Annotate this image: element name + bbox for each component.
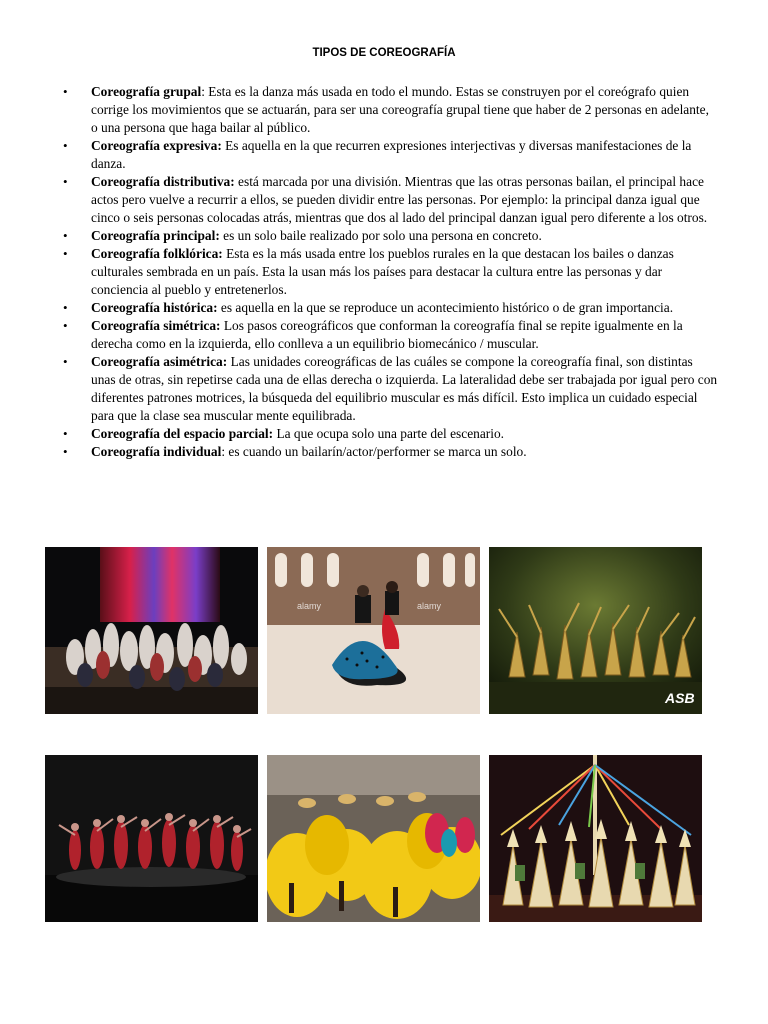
item-term: Coreografía histórica: — [91, 300, 218, 315]
bullet-icon: • — [63, 426, 68, 441]
choreography-types-list — [62, 83, 718, 461]
photo-flamenco-plaza — [267, 547, 480, 714]
item-term: Coreografía asimétrica: — [91, 354, 228, 369]
photo-maypole-ribbon-dance — [489, 755, 702, 922]
item-description: es aquella en la que se reproduce un acontecimiento histórico o de gran importancia. — [217, 300, 674, 315]
bullet-icon: • — [63, 300, 68, 315]
item-term: Coreografía principal: — [91, 228, 220, 243]
list-item — [62, 443, 718, 461]
item-description: Es aquella en la que recurren expresiones interjectivas y diversas manifestaciones de la danza. — [91, 138, 692, 171]
list-item — [62, 245, 718, 299]
item-term: Coreografía expresiva: — [91, 138, 222, 153]
item-term: Coreografía distributiva: — [91, 174, 235, 189]
watermark-text: ASB — [665, 690, 695, 706]
list-item — [62, 227, 718, 245]
list-item — [62, 83, 718, 137]
bullet-icon: • — [63, 174, 68, 189]
bullet-icon: • — [63, 84, 68, 99]
bullet-icon: • — [63, 444, 68, 459]
item-description: es un solo baile realizado por solo una persona en concreto. — [219, 228, 542, 243]
item-description: : Esta es la danza más usada en todo el mundo. Estas se construyen por el coreógrafo quien corrige los movimientos que se actuarán, para ser una coreografía grupal tiene que haber de 2 personas en adelante, o una persona que haga bailar al público. — [91, 84, 709, 135]
item-term: Coreografía simétrica: — [91, 318, 221, 333]
photo-gold-costume-dancers — [489, 547, 702, 714]
photo-folkloric-yellow-skirts — [267, 755, 480, 922]
list-item — [62, 299, 718, 317]
bullet-icon: • — [63, 246, 68, 261]
item-term: Coreografía del espacio parcial: — [91, 426, 274, 441]
list-item — [62, 353, 718, 425]
bullet-icon: • — [63, 138, 68, 153]
item-description: : es cuando un bailarín/actor/performer se marca un solo. — [221, 444, 527, 459]
item-description: Las unidades coreográficas de las cuáles se compone la coreografía final, son distintas unas de otras, sin repetirse cada una de ellas derecha o izquierda. La lateralidad debe ser trabajada por igual pero con diferentes patrones motrices, la búsqueda del equilibrio muscular es más difícil. Esto implica un cuidado especial para que la clase sea muscular mente equilibrada. — [91, 354, 718, 423]
bullet-icon: • — [63, 354, 68, 369]
watermark-text: alamy — [297, 601, 322, 611]
photo-group-stage-dance — [45, 547, 258, 714]
bullet-icon: • — [63, 228, 68, 243]
list-item — [62, 137, 718, 173]
photo-contemporary-dancers — [45, 755, 258, 922]
list-item — [62, 425, 718, 443]
item-term: Coreografía individual — [91, 444, 222, 459]
watermark-text: alamy — [417, 601, 442, 611]
item-term: Coreografía grupal — [91, 84, 202, 99]
item-description: Los pasos coreográficos que conforman la coreografía final se repite igualmente en la derecha como en la izquierda, ello conlleva a un equilibrio biomecánico / muscular. — [91, 318, 683, 351]
document-title: TIPOS DE COREOGRAFÍA — [312, 47, 456, 59]
item-description: está marcada por una división. Mientras que las otras personas bailan, el principal hace actos pero vuelve a recurrir a ellos, se pueden dividir entre las personas. Por ejemplo: la principal danza igual que cinco o seis personas colocadas atrás, mientras que dos al lado del principal danzan igual pero diferente a los otros. — [91, 174, 708, 225]
list-item — [62, 173, 718, 227]
item-description: La que ocupa solo una parte del escenario. — [273, 426, 504, 441]
bullet-icon: • — [63, 318, 68, 333]
item-term: Coreografía folklórica: — [91, 246, 223, 261]
item-description: Esta es la más usada entre los pueblos rurales en la que destacan los bailes o danzas culturales sembrada en un país. Esta la usan más los países para destacar la cultura entre las personas y dar conciencia al pueblo y entretenerlos. — [91, 246, 674, 297]
list-item — [62, 317, 718, 353]
